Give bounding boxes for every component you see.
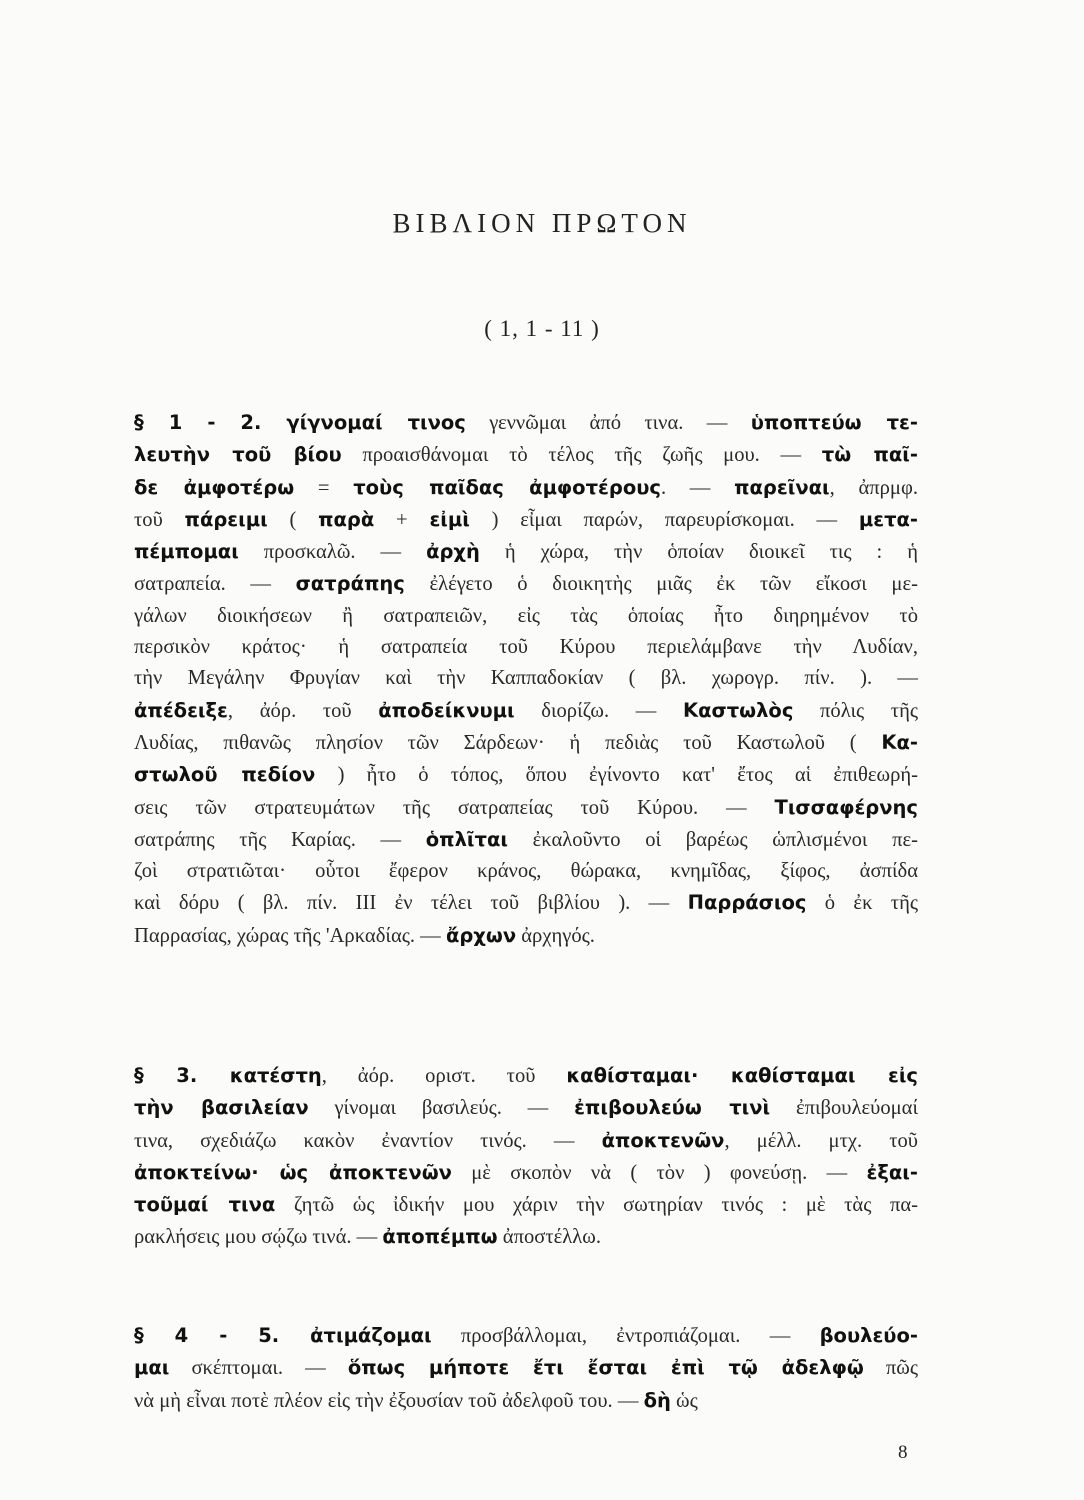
gloss-text: διορίζω. — [514,699,683,722]
book-title: ΒΙΒΛΙΟΝ ΠΡΩΤΟΝ [392,208,692,238]
gloss-text: , ἀπρμφ. [829,476,918,499]
headword: σατράπης [295,572,405,596]
headword: Παρράσιος [687,891,807,915]
text-line [134,920,918,952]
gloss-text: καὶ δόρυ ( βλ. πίν. III ἐν τέλει τοῦ βιβλίου ). — [134,892,688,915]
gloss-text: σατράπης τῆς Καρίας. — [134,828,426,851]
text-line [134,568,918,600]
gloss-text: , ἀόρ. τοῦ [227,699,379,722]
page-number: 8 [898,1442,908,1463]
gloss-text: προσκαλῶ. — [238,541,427,564]
text-line [134,504,918,536]
gloss-text: μὲ σκοπὸν νὰ ( τὸν ) φονεύσῃ. — [451,1161,867,1184]
headword: ἀπέδειξε [134,698,228,722]
gloss-text: τὴν Μεγάλην Φρυγίαν καὶ τὴν Καππαδοκίαν ( βλ. χωρογρ. πίν. ). — [134,667,918,690]
text-line [134,824,918,856]
gloss-text: ζοὶ στρατιῶται· οὗτοι ἔφερον κράνος, θώρακα, κνημῖδας, ξίφος, ἀσπίδα [134,860,918,883]
text-line [134,601,918,632]
gloss-text: νὰ μὴ εἶναι ποτὲ πλέον εἰς τὴν ἐξουσίαν τοῦ ἀδελφοῦ του. — [134,1389,644,1412]
gloss-text: . — [660,476,735,499]
gloss-text: τοῦ [134,508,185,531]
text-line [134,1125,918,1157]
gloss-text: , μέλλ. μτχ. τοῦ [724,1129,919,1152]
gloss-text: ἐπιβουλεύομαί [770,1097,918,1120]
chapter-range: ( 1, 1 - 11 ) [484,316,600,341]
headword: ἄρχων [445,923,517,947]
text-line [134,887,918,919]
gloss-text: γεννῶμαι ἀπό τινα. — [465,412,751,434]
text-line [134,856,918,887]
text-line [134,1092,918,1124]
gloss-text: σατραπεία. — [134,573,296,596]
gloss-text: ) εἶμαι παρών, παρευρίσκομαι. — [469,508,859,531]
headword: ἀποκτείνω· ὡς ἀποκτενῶν [134,1160,452,1184]
text-line [134,1189,918,1221]
gloss-text: πόλις τῆς [793,699,919,722]
headword: δε ἀμφοτέρω [134,475,295,499]
gloss-text: ἐκαλοῦντο οἱ βαρέως ὡπλισμένοι πε- [507,828,918,851]
headword: § 3. κατέστη [134,1064,322,1087]
gloss-text: γάλων διοικήσεων ἢ σατραπειῶν, εἰς τὰς ὁποίας ἦτο διηρημένον τὸ [134,604,918,627]
gloss-text: ρακλήσεις μου σῴζω τινά. — [134,1226,383,1249]
headword: Κα- [881,730,918,754]
headword: ἀποπέμπω [382,1225,498,1249]
gloss-text: προσβάλλομαι, ἐντροπιάζομαι. — [431,1325,820,1347]
text-line [134,407,918,439]
headword: τοὺς παῖδας ἀμφοτέρους [353,475,661,499]
section-4-5 [134,1320,918,1417]
headword: βουλεύο- [819,1324,918,1347]
headword: § 1 - 2. γίγνομαί τινος [134,411,466,434]
gloss-text: ἀρχηγός. [516,924,595,947]
headword: μαι [134,1356,170,1380]
headword: πέμπομαι [134,540,239,564]
headword: Καστωλὸς [683,698,794,722]
text-line [134,1221,918,1253]
headword: παρὰ [318,507,375,531]
headword: τὴν βασιλείαν [134,1096,309,1120]
gloss-text: τινα, σχεδιάζω κακὸν ἐναντίον τινός. — [134,1129,602,1152]
text-line [134,1320,918,1352]
headword: μετα- [858,507,918,531]
gloss-text: γίνομαι βασιλεύς. — [308,1097,575,1120]
headword: § 4 - 5. ἀτιμάζομαι [134,1324,432,1347]
text-line [134,663,918,694]
gloss-text: ἀποστέλλω. [497,1226,601,1249]
headword: εἰμὶ [429,507,470,531]
gloss-text: ἐλέγετο ὁ διοικητὴς μιᾶς ἐκ τῶν εἴκοσι με- [404,573,918,596]
text-line [134,695,918,727]
gloss-text: ἡ χώρα, τὴν ὁποίαν διοικεῖ τις : ἡ [479,541,918,564]
gloss-text: ὁ ἐκ τῆς [806,892,919,915]
headword: ὁπλῖται [425,827,508,851]
text-line [134,1157,918,1189]
gloss-text: ζητῶ ὡς ἰδικήν μου χάριν τὴν σωτηρίαν τινός : μὲ τὰς πα- [275,1194,918,1217]
text-line [134,472,918,504]
headword: πάρειμι [184,507,268,531]
gloss-text: Λυδίας, πιθανῶς πλησίον τῶν Σάρδεων· ἡ πεδιὰς τοῦ Καστωλοῦ ( [134,731,882,754]
text-line [134,727,918,759]
section-3 [134,1060,918,1254]
headword: ὅπως μήποτε ἔτι ἔσται ἐπὶ τῷ ἀδελφῷ [347,1356,864,1380]
headword: Τισσαφέρνης [774,795,918,819]
headword: καθίσταμαι· καθίσταμαι εἰς [566,1064,918,1087]
text-line [134,1385,918,1417]
gloss-text: Παρρασίας, χώρας τῆς 'Αρκαδίας. — [134,924,446,947]
gloss-text: , ἀόρ. οριστ. τοῦ [321,1065,567,1087]
headword: ἐξαι- [866,1160,918,1184]
text-line [134,439,918,471]
headword: ἐπιβουλεύω τινὶ [574,1096,771,1120]
gloss-text: σκέπτομαι. — [169,1357,348,1380]
gloss-text: σεις τῶν στρατευμάτων τῆς σατραπείας τοῦ Κύρου. — [134,796,775,819]
headword: παρεῖναι [734,475,830,499]
headword: ἀποκτενῶν [601,1128,725,1152]
section-1-2 [134,407,918,952]
gloss-text: + [374,508,430,531]
gloss-text: ὡς [670,1389,698,1412]
text-line [134,632,918,663]
gloss-text: ( [267,508,319,531]
headword: ὑποπτεύω τε- [750,411,918,434]
headword: τοῦμαί τινα [134,1193,276,1217]
gloss-text: πῶς [863,1357,918,1380]
headword: τὼ παῖ- [821,443,918,467]
gloss-text: περσικὸν κράτος· ἡ σατραπεία τοῦ Κύρου περιελάμβανε τὴν Λυδίαν, [134,636,918,659]
text-line [134,1060,918,1092]
headword: στωλοῦ πεδίον [134,763,316,787]
text-line [134,759,918,791]
headword: ἀρχὴ [426,540,480,564]
headword: ἀποδείκνυμι [378,698,515,722]
headword: λευτὴν τοῦ βίου [134,443,342,467]
text-line [134,536,918,568]
gloss-text: προαισθάνομαι τὸ τέλος τῆς ζωῆς μου. — [341,444,822,467]
headword: δὴ [643,1388,671,1412]
gloss-text: ) ἦτο ὁ τόπος, ὅπου ἐγίνοντο κατ' ἔτος αἱ ἐπιθεωρή- [315,764,918,787]
text-line [134,792,918,824]
gloss-text: = [294,476,354,499]
text-line [134,1352,918,1384]
